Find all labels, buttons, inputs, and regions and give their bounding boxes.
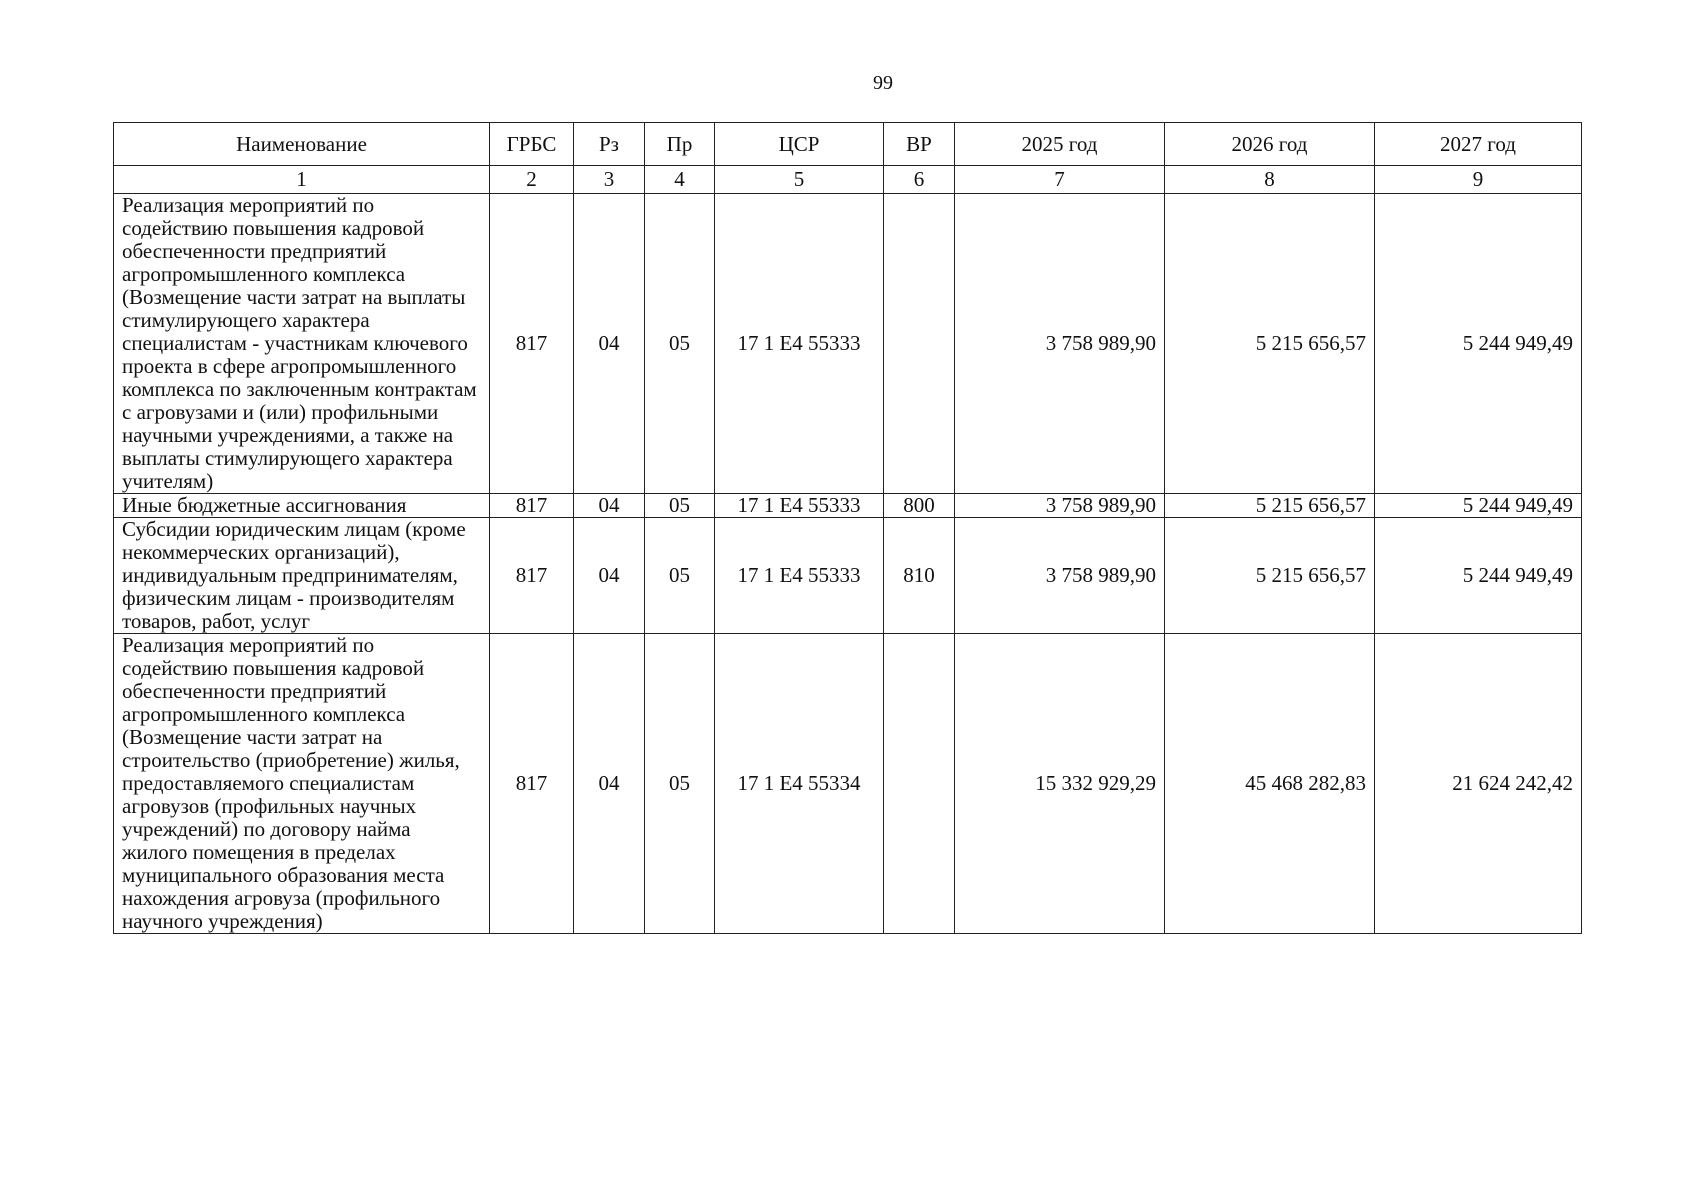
row-csr: 17 1 Е4 55334 [715,634,884,934]
row-rz: 04 [574,194,645,494]
column-number: 4 [645,166,715,194]
row-csr: 17 1 Е4 55333 [715,194,884,494]
row-grbs: 817 [490,494,574,518]
row-name: Субсидии юридическим лицам (кроме некоммерческих организаций), индивидуальным предпринимателям, физическим лицам - производителям товаров, работ, услуг [114,518,490,634]
row-rz: 04 [574,634,645,934]
header-row [114,123,1582,166]
table-row [114,518,1582,634]
row-name: Реализация мероприятий по содействию повышения кадровой обеспеченности предприятий агропромышленного комплекса (Возмещение части затрат на строительство (приобретение) жилья, предоставляемого специалистам агровузов (профильных научных учреждений) по договору найма жилого помещения в пределах муниципального образования места нахождения агровуза (профильного научного учреждения) [114,634,490,934]
row-csr: 17 1 Е4 55333 [715,494,884,518]
row-2025: 3 758 989,90 [955,194,1165,494]
column-number: 5 [715,166,884,194]
row-2025: 3 758 989,90 [955,518,1165,634]
row-pr: 05 [645,634,715,934]
row-pr: 05 [645,518,715,634]
row-2027: 5 244 949,49 [1375,194,1582,494]
row-rz: 04 [574,494,645,518]
row-2026: 5 215 656,57 [1165,494,1375,518]
row-vr [884,634,955,934]
row-2026: 5 215 656,57 [1165,194,1375,494]
row-pr: 05 [645,494,715,518]
table-row [114,194,1582,494]
row-name: Реализация мероприятий по содействию повышения кадровой обеспеченности предприятий агропромышленного комплекса (Возмещение части затрат на выплаты стимулирующего характера специалистам - участникам ключевого проекта в сфере агропромышленного комплекса по заключенным контрактам с агровузами и (или) профильными научными учреждениями, а также на выплаты стимулирующего характера учителям) [114,194,490,494]
header-rz: Рз [574,123,645,166]
row-vr: 800 [884,494,955,518]
row-name: Иные бюджетные ассигнования [114,494,490,518]
row-2026: 5 215 656,57 [1165,518,1375,634]
row-2025: 15 332 929,29 [955,634,1165,934]
header-name: Наименование [114,123,490,166]
row-vr [884,194,955,494]
row-rz: 04 [574,518,645,634]
row-pr: 05 [645,194,715,494]
column-number: 9 [1375,166,1582,194]
column-number: 8 [1165,166,1375,194]
row-grbs: 817 [490,194,574,494]
column-number: 2 [490,166,574,194]
header-2027: 2027 год [1375,123,1582,166]
row-vr: 810 [884,518,955,634]
column-number: 1 [114,166,490,194]
table-row [114,634,1582,934]
page-number: 99 [873,72,893,94]
row-2027: 21 624 242,42 [1375,634,1582,934]
row-grbs: 817 [490,634,574,934]
row-csr: 17 1 Е4 55333 [715,518,884,634]
header-vr: ВР [884,123,955,166]
row-2027: 5 244 949,49 [1375,494,1582,518]
header-pr: Пр [645,123,715,166]
row-2027: 5 244 949,49 [1375,518,1582,634]
header-csr: ЦСР [715,123,884,166]
header-2026: 2026 год [1165,123,1375,166]
header-grbs: ГРБС [490,123,574,166]
column-number: 3 [574,166,645,194]
column-number: 7 [955,166,1165,194]
budget-table [113,122,1582,934]
row-grbs: 817 [490,518,574,634]
column-number: 6 [884,166,955,194]
row-2026: 45 468 282,83 [1165,634,1375,934]
table-row [114,494,1582,518]
row-2025: 3 758 989,90 [955,494,1165,518]
header-2025: 2025 год [955,123,1165,166]
column-number-row [114,166,1582,194]
